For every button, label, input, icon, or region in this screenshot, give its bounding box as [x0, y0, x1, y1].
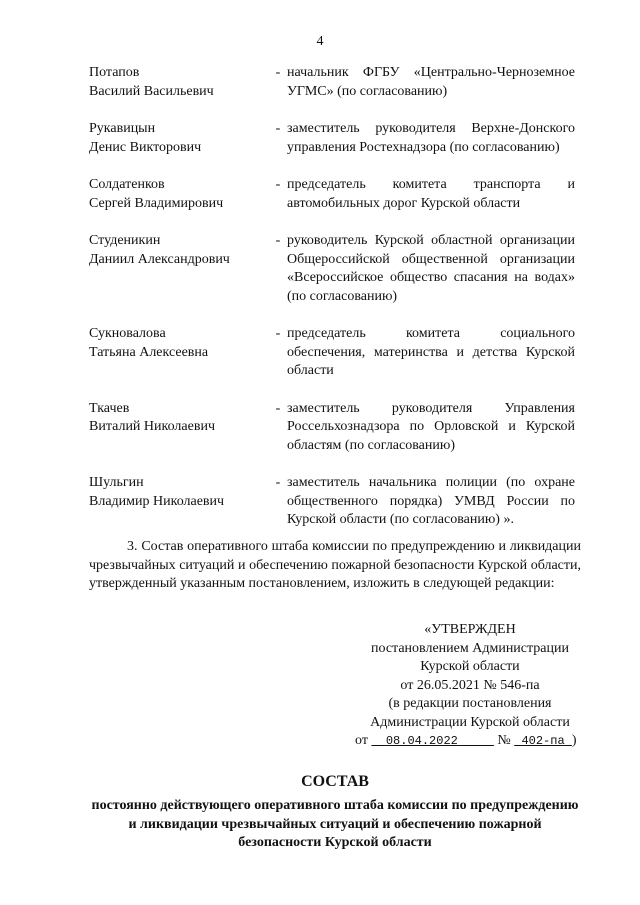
heading-subtitle: постоянно действующего оперативного штаба комиссии по предупреждению и ликвидации чрезвычайных ситуаций и обеспечению пожарной безопасности Курской области [91, 798, 579, 850]
member-role: заместитель руководителя Управления Россельхознадзора по Орловской и Курской областям (по согласованию) [287, 400, 575, 453]
heading-title: СОСТАВ [301, 773, 369, 790]
approval-line: Курской области [420, 659, 520, 674]
dash-separator: - [275, 65, 281, 80]
member-row [89, 232, 589, 306]
member-given-name: Сергей Владимирович [89, 195, 224, 211]
member-name [89, 64, 269, 101]
member-name [89, 120, 269, 157]
number-label: № [497, 733, 511, 748]
member-row [89, 474, 589, 530]
member-row [89, 400, 589, 456]
member-role: начальник ФГБУ «Центрально-Черноземное УГМС» (по согласованию) [287, 65, 575, 99]
page-number: 4 [316, 34, 324, 49]
member-name [89, 325, 269, 381]
member-list [89, 64, 589, 549]
member-name [89, 232, 269, 306]
approval-block [350, 621, 590, 751]
member-row [89, 64, 589, 101]
member-given-name: Денис Викторович [89, 139, 202, 155]
member-role: председатель комитета транспорта и автомобильных дорог Курской области [287, 177, 575, 211]
member-surname: Ткачев [89, 400, 130, 416]
member-role: заместитель начальника полиции (по охране общественного порядка) УМВД России по Курской области (по согласованию) ». [287, 475, 575, 527]
approval-line: (в редакции постановления [388, 696, 552, 711]
closing-paren: ) [571, 733, 577, 748]
approval-number [514, 734, 572, 748]
from-label: от [355, 733, 368, 748]
member-row [89, 120, 589, 157]
member-role: председатель комитета социального обеспечения, материнства и детства Курской области [287, 326, 575, 378]
member-name [89, 176, 269, 213]
member-row [89, 325, 589, 381]
dash-separator: - [275, 326, 281, 341]
member-given-name: Владимир Николаевич [89, 493, 225, 509]
member-given-name: Татьяна Алексеевна [89, 344, 209, 360]
approval-date [371, 734, 493, 748]
member-name [89, 400, 269, 456]
member-given-name: Василий Васильевич [89, 83, 214, 99]
dash-separator: - [275, 233, 281, 248]
member-surname: Солдатенков [89, 177, 165, 192]
approval-line: Администрации Курской области [370, 714, 570, 730]
member-name [89, 474, 269, 530]
dash-separator: - [275, 177, 281, 192]
approval-number-value: 402-па [521, 734, 565, 748]
member-given-name: Даниил Александрович [89, 251, 230, 267]
member-surname: Рукавицын [89, 121, 156, 136]
member-role: руководитель Курской областной организации Общероссийской общественной организации «Всероссийское общество спасания на водах» (по согласованию) [287, 233, 575, 304]
approval-line: постановлением Администрации [371, 640, 569, 656]
member-surname: Студеникин [89, 233, 161, 248]
approval-date-number-row [350, 732, 590, 751]
member-surname: Шульгин [89, 475, 144, 490]
approval-line: от 26.05.2021 № 546-па [400, 677, 540, 693]
member-role: заместитель руководителя Верхне-Донского управления Ростехнадзора (по согласованию) [287, 121, 575, 155]
dash-separator: - [275, 475, 281, 490]
dash-separator: - [275, 400, 281, 416]
dash-separator: - [275, 121, 281, 136]
member-surname: Сукновалова [89, 326, 166, 341]
approval-line: «УТВЕРЖДЕН [424, 622, 516, 637]
amendment-paragraph: 3. Состав оперативного штаба комиссии по предупреждению и ликвидации чрезвычайных ситуаций и обеспечению пожарной безопасности Курской области, утвержденный указанным постановлением, изложить в следующей редакции: [89, 539, 581, 591]
member-surname: Потапов [89, 65, 140, 80]
composition-heading [89, 771, 581, 853]
approval-date-value: 08.04.2022 [385, 734, 458, 748]
member-row [89, 176, 589, 213]
member-given-name: Виталий Николаевич [89, 419, 215, 434]
